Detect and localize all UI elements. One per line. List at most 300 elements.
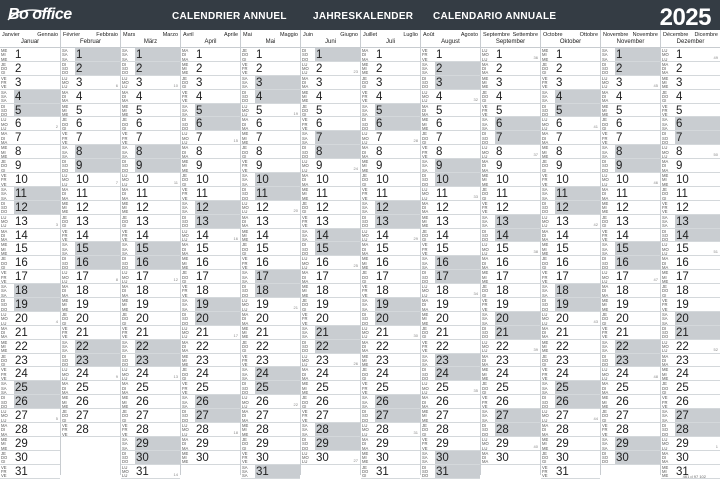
day-row[interactable] [61,354,120,368]
day-row[interactable] [301,326,360,340]
day-row[interactable] [481,76,540,90]
day-row[interactable] [601,242,660,256]
day-row[interactable] [241,229,300,243]
day-row[interactable] [601,423,660,437]
day-row[interactable] [601,215,660,229]
day-row[interactable] [361,48,420,62]
day-row[interactable] [181,409,240,423]
day-row[interactable] [661,104,720,118]
day-row[interactable] [0,131,60,145]
day-row[interactable] [361,423,420,437]
day-row[interactable] [661,76,720,90]
day-row[interactable] [361,381,420,395]
day-row[interactable] [241,201,300,215]
day-row[interactable] [181,104,240,118]
day-row[interactable] [121,159,180,173]
day-row[interactable] [301,242,360,256]
day-row[interactable] [601,381,660,395]
day-row[interactable] [181,48,240,62]
day-row[interactable] [661,62,720,76]
day-row[interactable] [61,270,120,284]
day-row[interactable] [241,256,300,270]
day-row[interactable] [121,131,180,145]
day-row[interactable] [601,270,660,284]
day-row[interactable] [241,395,300,409]
day-row[interactable] [601,354,660,368]
day-row[interactable] [0,215,60,229]
day-row[interactable] [0,173,60,187]
day-row[interactable] [0,437,60,451]
day-row[interactable] [541,229,600,243]
day-row[interactable] [0,62,60,76]
day-row[interactable] [181,62,240,76]
day-row[interactable] [61,159,120,173]
day-row[interactable] [121,340,180,354]
day-row[interactable] [421,298,480,312]
day-row[interactable] [601,437,660,451]
day-row[interactable] [121,62,180,76]
day-row[interactable] [0,90,60,104]
day-row[interactable] [481,367,540,381]
day-row[interactable] [361,90,420,104]
day-row[interactable] [541,201,600,215]
day-row[interactable] [301,173,360,187]
day-row[interactable] [481,298,540,312]
day-row[interactable] [541,270,600,284]
day-row[interactable] [481,131,540,145]
day-row[interactable] [481,187,540,201]
day-row[interactable] [601,173,660,187]
day-row[interactable] [241,423,300,437]
day-row[interactable] [361,104,420,118]
day-row[interactable] [121,451,180,465]
day-row[interactable] [241,409,300,423]
day-row[interactable] [181,367,240,381]
day-row[interactable] [0,104,60,118]
day-row[interactable] [61,409,120,423]
day-row[interactable] [0,76,60,90]
day-row[interactable] [241,381,300,395]
day-row[interactable] [181,256,240,270]
day-row[interactable] [541,256,600,270]
day-row[interactable] [61,326,120,340]
day-row[interactable] [421,215,480,229]
day-row[interactable] [61,284,120,298]
day-row[interactable] [361,76,420,90]
day-row[interactable] [181,340,240,354]
day-row[interactable] [0,326,60,340]
day-row[interactable] [181,90,240,104]
day-row[interactable] [541,465,600,479]
day-row[interactable] [0,298,60,312]
day-row[interactable] [61,423,120,437]
day-row[interactable] [181,381,240,395]
day-row[interactable] [421,437,480,451]
day-row[interactable] [181,312,240,326]
day-row[interactable] [241,48,300,62]
day-row[interactable] [661,256,720,270]
day-row[interactable] [661,242,720,256]
day-row[interactable] [601,340,660,354]
day-row[interactable] [361,284,420,298]
day-row[interactable] [121,437,180,451]
day-row[interactable] [421,62,480,76]
day-row[interactable] [661,173,720,187]
day-row[interactable] [421,326,480,340]
day-row[interactable] [301,90,360,104]
day-row[interactable] [421,145,480,159]
day-row[interactable] [121,256,180,270]
day-row[interactable] [301,284,360,298]
day-row[interactable] [0,423,60,437]
day-row[interactable] [61,340,120,354]
day-row[interactable] [421,312,480,326]
day-row[interactable] [601,104,660,118]
day-row[interactable] [421,395,480,409]
day-row[interactable] [241,340,300,354]
day-row[interactable] [601,229,660,243]
day-row[interactable] [0,229,60,243]
day-row[interactable] [241,131,300,145]
day-row[interactable] [421,423,480,437]
day-row[interactable] [421,229,480,243]
day-row[interactable] [121,201,180,215]
day-row[interactable] [241,104,300,118]
day-row[interactable] [0,256,60,270]
day-row[interactable] [241,326,300,340]
day-row[interactable] [541,298,600,312]
day-row[interactable] [361,62,420,76]
day-row[interactable] [301,256,360,270]
day-row[interactable] [61,242,120,256]
day-row[interactable] [601,284,660,298]
day-row[interactable] [661,270,720,284]
day-row[interactable] [661,298,720,312]
day-row[interactable] [61,187,120,201]
day-row[interactable] [601,131,660,145]
day-row[interactable] [0,340,60,354]
day-row[interactable] [61,48,120,62]
day-row[interactable] [181,354,240,368]
day-row[interactable] [421,104,480,118]
day-row[interactable] [121,104,180,118]
day-row[interactable] [61,131,120,145]
day-row[interactable] [181,215,240,229]
day-row[interactable] [361,437,420,451]
day-row[interactable] [301,409,360,423]
day-row[interactable] [241,367,300,381]
day-row[interactable] [301,215,360,229]
day-row[interactable] [541,451,600,465]
day-row[interactable] [61,117,120,131]
day-row[interactable] [481,312,540,326]
day-row[interactable] [661,367,720,381]
day-row[interactable] [121,117,180,131]
day-row[interactable] [121,270,180,284]
day-row[interactable] [481,242,540,256]
day-row[interactable] [241,90,300,104]
day-row[interactable] [601,201,660,215]
day-row[interactable] [361,187,420,201]
day-row[interactable] [661,215,720,229]
day-row[interactable] [361,354,420,368]
day-row[interactable] [661,201,720,215]
day-row[interactable] [121,298,180,312]
day-row[interactable] [121,354,180,368]
day-row[interactable] [361,326,420,340]
day-row[interactable] [481,451,540,465]
day-row[interactable] [481,381,540,395]
day-row[interactable] [421,340,480,354]
day-row[interactable] [541,354,600,368]
day-row[interactable] [241,215,300,229]
day-row[interactable] [61,381,120,395]
day-row[interactable] [421,131,480,145]
day-row[interactable] [601,187,660,201]
day-row[interactable] [61,298,120,312]
day-row[interactable] [181,187,240,201]
day-row[interactable] [661,409,720,423]
day-row[interactable] [361,367,420,381]
day-row[interactable] [661,117,720,131]
day-row[interactable] [241,465,300,479]
day-row[interactable] [661,381,720,395]
day-row[interactable] [361,298,420,312]
day-row[interactable] [361,270,420,284]
day-row[interactable] [301,117,360,131]
day-row[interactable] [361,340,420,354]
day-row[interactable] [181,229,240,243]
day-row[interactable] [541,215,600,229]
day-row[interactable] [361,173,420,187]
day-row[interactable] [421,90,480,104]
day-row[interactable] [61,215,120,229]
day-row[interactable] [361,131,420,145]
day-row[interactable] [301,312,360,326]
day-row[interactable] [481,284,540,298]
day-row[interactable] [421,381,480,395]
day-row[interactable] [0,354,60,368]
day-row[interactable] [0,451,60,465]
day-row[interactable] [181,270,240,284]
day-row[interactable] [421,242,480,256]
day-row[interactable] [181,173,240,187]
day-row[interactable] [601,256,660,270]
day-row[interactable] [0,242,60,256]
day-row[interactable] [421,256,480,270]
day-row[interactable] [301,131,360,145]
day-row[interactable] [481,326,540,340]
day-row[interactable] [61,90,120,104]
day-row[interactable] [481,145,540,159]
day-row[interactable] [241,76,300,90]
day-row[interactable] [481,340,540,354]
day-row[interactable] [601,48,660,62]
day-row[interactable] [0,409,60,423]
day-row[interactable] [301,201,360,215]
day-row[interactable] [121,312,180,326]
day-row[interactable] [481,423,540,437]
day-row[interactable] [121,90,180,104]
day-row[interactable] [181,451,240,465]
day-row[interactable] [541,131,600,145]
day-row[interactable] [121,367,180,381]
day-row[interactable] [481,173,540,187]
day-row[interactable] [481,90,540,104]
day-row[interactable] [0,117,60,131]
day-row[interactable] [61,173,120,187]
day-row[interactable] [241,270,300,284]
day-row[interactable] [661,326,720,340]
day-row[interactable] [661,131,720,145]
day-row[interactable] [181,437,240,451]
day-row[interactable] [481,354,540,368]
day-row[interactable] [241,298,300,312]
day-row[interactable] [0,270,60,284]
day-row[interactable] [361,409,420,423]
day-row[interactable] [361,465,420,479]
day-row[interactable] [541,312,600,326]
day-row[interactable] [361,395,420,409]
day-row[interactable] [481,437,540,451]
day-row[interactable] [61,76,120,90]
day-row[interactable] [0,312,60,326]
day-row[interactable] [661,354,720,368]
day-row[interactable] [601,395,660,409]
day-row[interactable] [361,242,420,256]
day-row[interactable] [121,381,180,395]
day-row[interactable] [301,367,360,381]
day-row[interactable] [301,145,360,159]
day-row[interactable] [241,145,300,159]
day-row[interactable] [301,104,360,118]
day-row[interactable] [181,242,240,256]
day-row[interactable] [541,340,600,354]
day-row[interactable] [301,62,360,76]
day-row[interactable] [661,187,720,201]
day-row[interactable] [181,298,240,312]
day-row[interactable] [421,48,480,62]
day-row[interactable] [661,451,720,465]
day-row[interactable] [481,256,540,270]
day-row[interactable] [481,117,540,131]
day-row[interactable] [121,242,180,256]
day-row[interactable] [241,451,300,465]
day-row[interactable] [541,242,600,256]
day-row[interactable] [61,367,120,381]
day-row[interactable] [181,423,240,437]
day-row[interactable] [241,159,300,173]
day-row[interactable] [121,423,180,437]
day-row[interactable] [121,465,180,479]
day-row[interactable] [601,326,660,340]
day-row[interactable] [361,256,420,270]
day-row[interactable] [541,104,600,118]
day-row[interactable] [361,201,420,215]
day-row[interactable] [421,173,480,187]
day-row[interactable] [421,117,480,131]
day-row[interactable] [301,229,360,243]
day-row[interactable] [301,381,360,395]
day-row[interactable] [361,312,420,326]
day-row[interactable] [181,117,240,131]
day-row[interactable] [241,187,300,201]
day-row[interactable] [241,117,300,131]
day-row[interactable] [301,354,360,368]
day-row[interactable] [661,437,720,451]
day-row[interactable] [301,340,360,354]
day-row[interactable] [541,423,600,437]
day-row[interactable] [661,423,720,437]
day-row[interactable] [361,451,420,465]
day-row[interactable] [121,76,180,90]
day-row[interactable] [361,215,420,229]
day-row[interactable] [121,409,180,423]
day-row[interactable] [481,201,540,215]
day-row[interactable] [421,367,480,381]
day-row[interactable] [61,395,120,409]
day-row[interactable] [601,367,660,381]
day-row[interactable] [361,229,420,243]
day-row[interactable] [121,215,180,229]
day-row[interactable] [121,326,180,340]
day-row[interactable] [241,437,300,451]
day-row[interactable] [541,395,600,409]
day-row[interactable] [301,270,360,284]
day-row[interactable] [301,48,360,62]
day-row[interactable] [0,145,60,159]
day-row[interactable] [481,62,540,76]
day-row[interactable] [241,242,300,256]
day-row[interactable] [241,354,300,368]
day-row[interactable] [301,298,360,312]
day-row[interactable] [301,159,360,173]
day-row[interactable] [181,76,240,90]
day-row[interactable] [301,76,360,90]
day-row[interactable] [481,395,540,409]
day-row[interactable] [421,76,480,90]
day-row[interactable] [481,409,540,423]
day-row[interactable] [421,354,480,368]
day-row[interactable] [241,312,300,326]
day-row[interactable] [121,229,180,243]
day-row[interactable] [601,409,660,423]
day-row[interactable] [601,312,660,326]
day-row[interactable] [421,270,480,284]
day-row[interactable] [541,187,600,201]
day-row[interactable] [0,465,60,479]
day-row[interactable] [121,48,180,62]
day-row[interactable] [181,284,240,298]
day-row[interactable] [661,312,720,326]
day-row[interactable] [0,367,60,381]
day-row[interactable] [541,90,600,104]
day-row[interactable] [181,131,240,145]
day-row[interactable] [181,326,240,340]
day-row[interactable] [661,229,720,243]
day-row[interactable] [0,395,60,409]
day-row[interactable] [541,381,600,395]
day-row[interactable] [541,409,600,423]
day-row[interactable] [541,173,600,187]
day-row[interactable] [541,437,600,451]
day-row[interactable] [301,451,360,465]
day-row[interactable] [481,48,540,62]
day-row[interactable] [301,395,360,409]
day-row[interactable] [601,451,660,465]
day-row[interactable] [661,340,720,354]
day-row[interactable] [481,159,540,173]
